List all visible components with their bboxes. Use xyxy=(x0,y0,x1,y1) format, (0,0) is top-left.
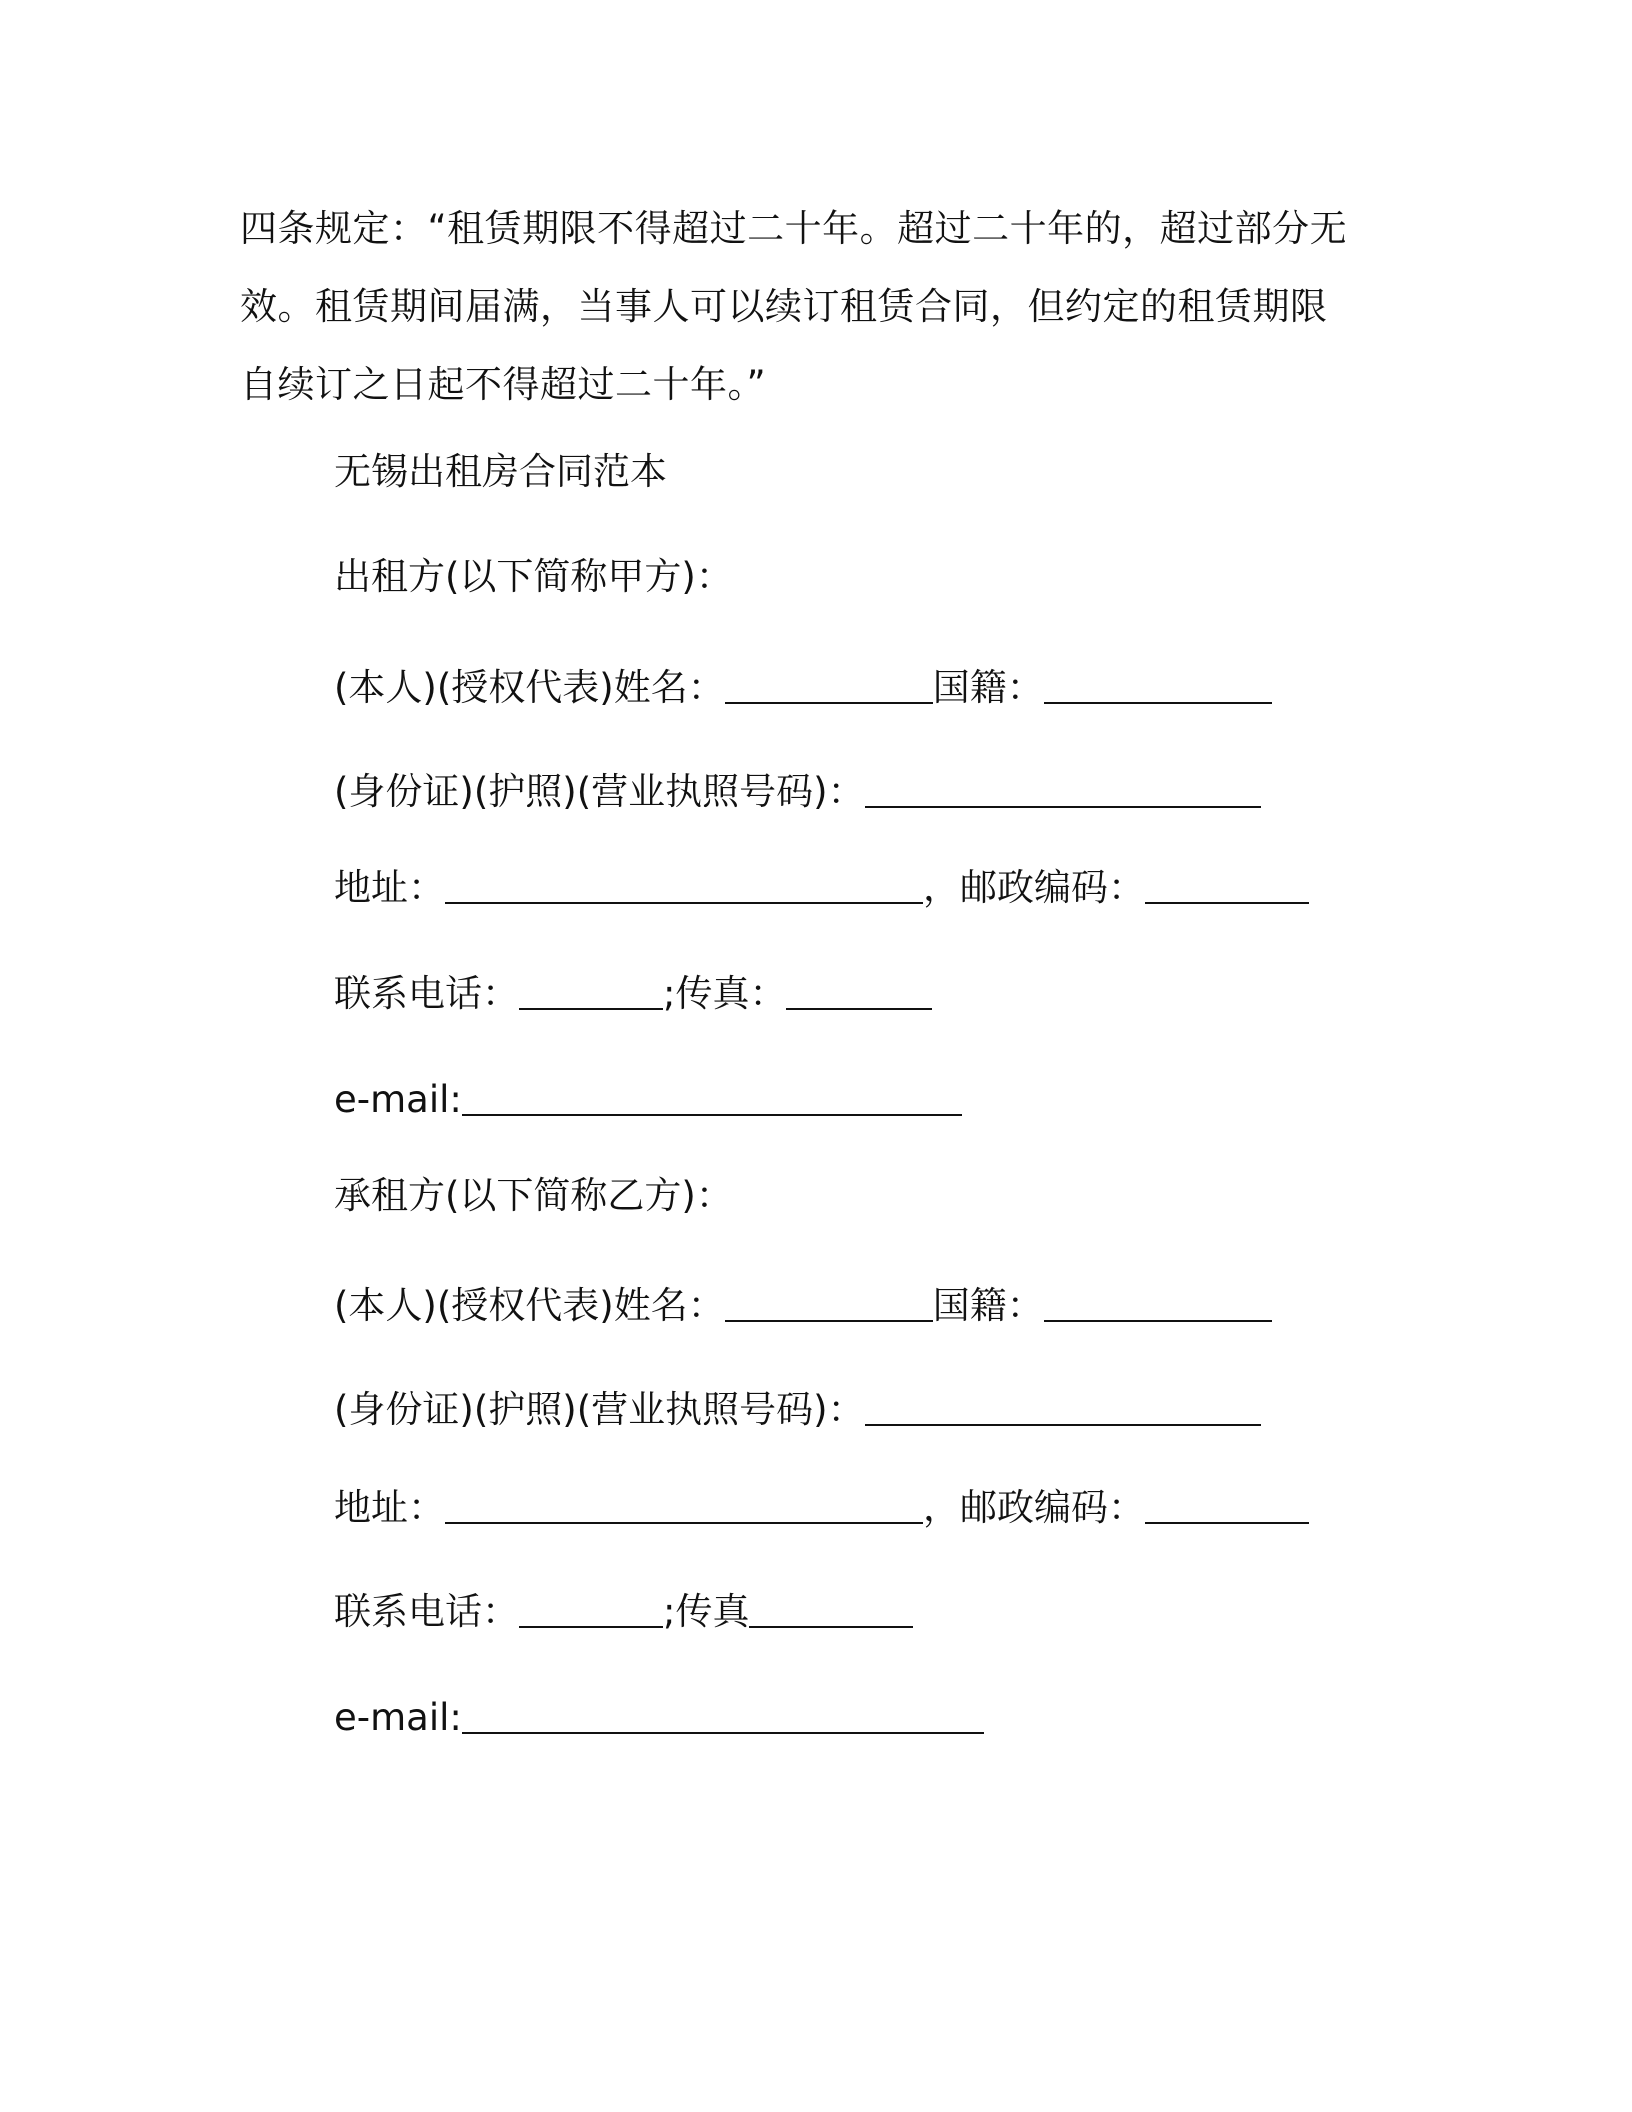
lessee-email-label: e-mail: xyxy=(334,1696,462,1739)
lessor-postcode-field[interactable] xyxy=(1145,872,1309,904)
lessor-email-field[interactable] xyxy=(462,1084,962,1116)
lessee-name-row xyxy=(334,1282,1272,1330)
lessee-name-label: (本人)(授权代表)姓名： xyxy=(334,1284,725,1327)
lessee-address-label: 地址： xyxy=(334,1486,445,1529)
lessor-heading: 出租方(以下简称甲方)： xyxy=(334,555,733,598)
lessee-email-field[interactable] xyxy=(462,1702,984,1734)
lessee-phone-row xyxy=(334,1588,913,1636)
lessor-fax-field[interactable] xyxy=(786,978,932,1010)
lessee-phone-field[interactable] xyxy=(519,1596,663,1628)
lessee-name-field[interactable] xyxy=(725,1290,933,1322)
lessee-nationality-field[interactable] xyxy=(1044,1290,1272,1322)
lessee-id-label: (身份证)(护照)(营业执照号码)： xyxy=(334,1388,865,1431)
contract-title: 无锡出租房合同范本 xyxy=(334,450,667,493)
lessor-name-field[interactable] xyxy=(725,672,933,704)
lessor-nationality-label: 国籍： xyxy=(932,666,1044,709)
lessee-email-row xyxy=(334,1694,984,1742)
lessor-address-row xyxy=(334,864,1309,912)
lessor-email-label: e-mail: xyxy=(334,1078,462,1121)
lessor-name-row xyxy=(334,664,1272,712)
lessor-postcode-label: ，邮政编码： xyxy=(923,866,1145,909)
lessor-id-field[interactable] xyxy=(865,776,1261,808)
lessor-name-label: (本人)(授权代表)姓名： xyxy=(334,666,725,709)
lessor-phone-field[interactable] xyxy=(519,978,663,1010)
intro-paragraph: 四条规定：“租赁期限不得超过二十年。超过二十年的，超过部分无效。租赁期间届满，当事人可以续订租赁合同，但约定的租赁期限自续订之日起不得超过二十年。” xyxy=(240,207,1348,406)
lessee-id-row xyxy=(334,1386,1261,1434)
lessor-email-row xyxy=(334,1076,962,1124)
lessee-nationality-label: 国籍： xyxy=(932,1284,1044,1327)
lessee-postcode-field[interactable] xyxy=(1145,1492,1309,1524)
lessor-phone-label: 联系电话： xyxy=(334,972,519,1015)
lessee-address-row xyxy=(334,1484,1309,1532)
lessor-address-field[interactable] xyxy=(445,872,923,904)
lessor-phone-row xyxy=(334,970,932,1018)
lessor-address-label: 地址： xyxy=(334,866,445,909)
lessee-fax-label: ;传真 xyxy=(663,1590,750,1633)
lessee-heading: 承租方(以下简称乙方)： xyxy=(334,1174,733,1217)
lessor-nationality-field[interactable] xyxy=(1044,672,1272,704)
lessee-postcode-label: ，邮政编码： xyxy=(923,1486,1145,1529)
lessee-fax-field[interactable] xyxy=(749,1596,913,1628)
lessor-fax-label: ;传真： xyxy=(663,972,787,1015)
lessee-id-field[interactable] xyxy=(865,1394,1261,1426)
lessor-id-label: (身份证)(护照)(营业执照号码)： xyxy=(334,770,865,813)
lessor-id-row xyxy=(334,768,1261,816)
lessee-phone-label: 联系电话： xyxy=(334,1590,519,1633)
lessee-address-field[interactable] xyxy=(445,1492,923,1524)
